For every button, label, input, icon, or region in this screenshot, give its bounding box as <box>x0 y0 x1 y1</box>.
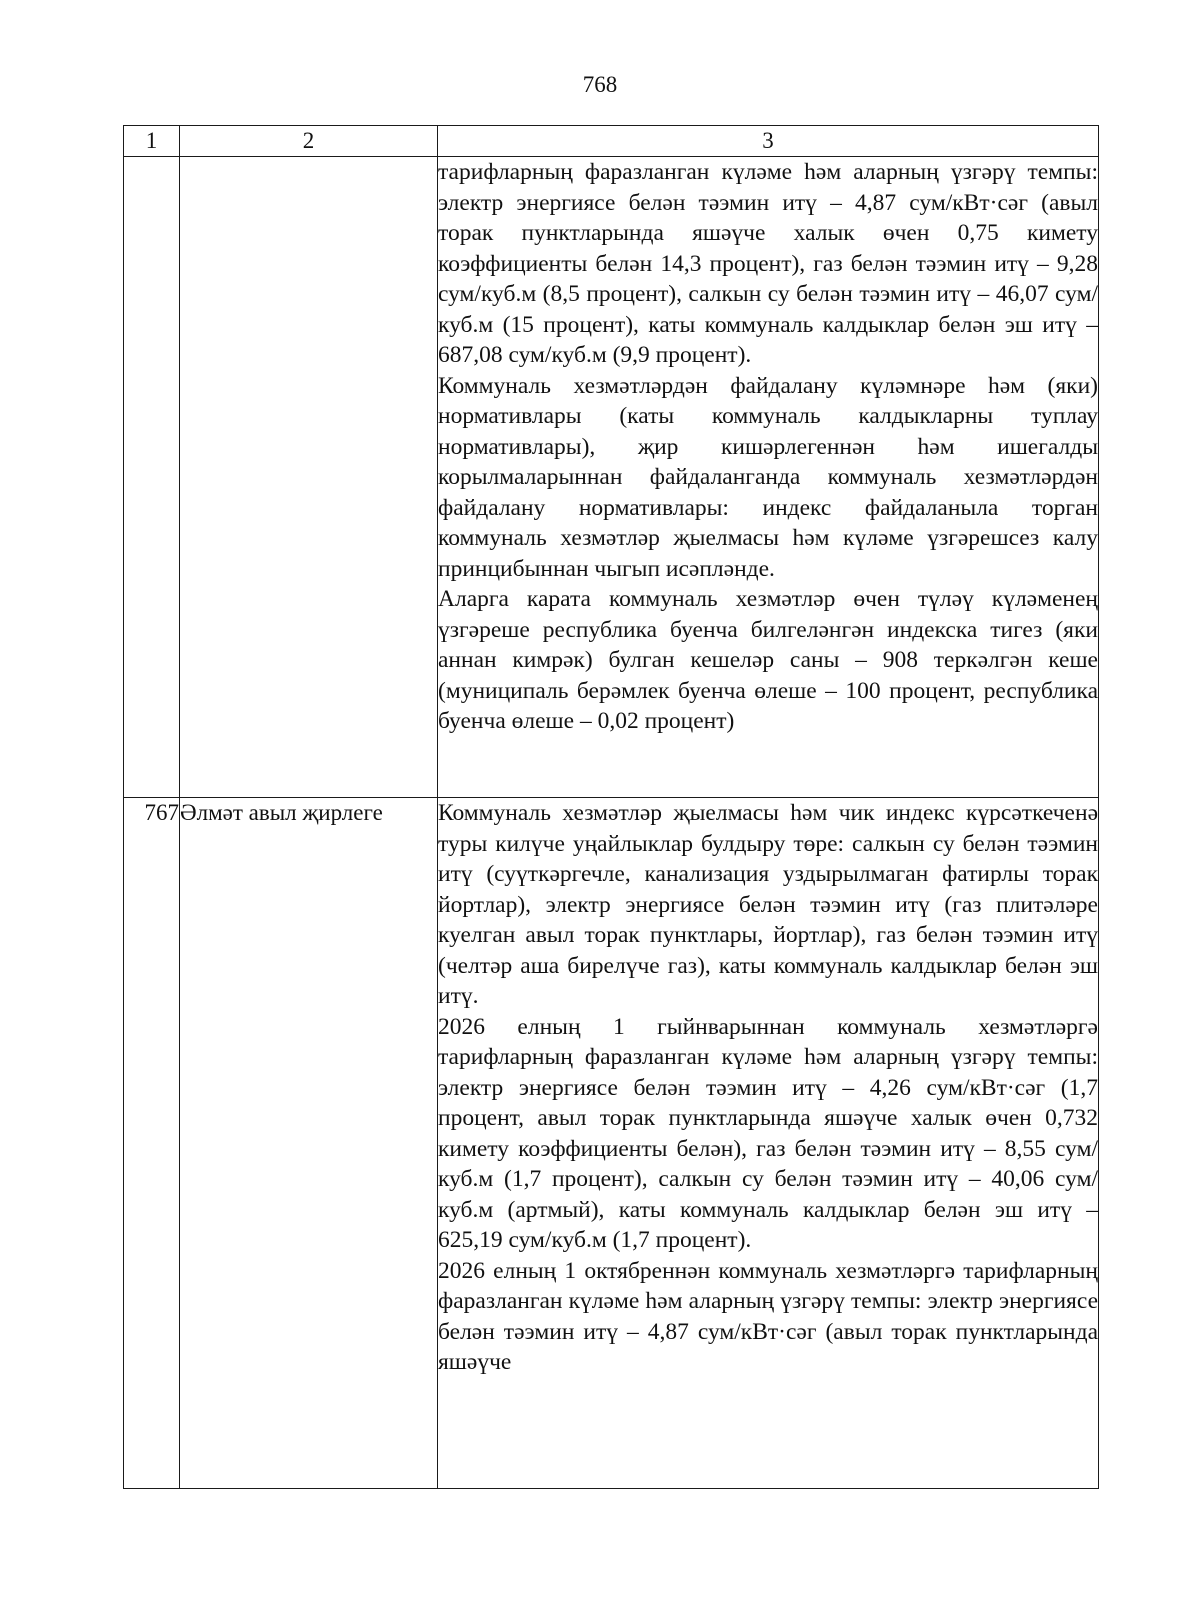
row-content <box>438 157 1099 798</box>
content-paragraph: 2026 елның 1 гыйнварыннан коммуналь хезмәтләргә тарифларның фаразланган күләме һәм аларның үзгәрү темпы: электр энергиясе белән тәэмин итү – 4,26 сум/кВт·сәг (1,7 процент, авыл торак пунктларында яшәүче халык өчен 0,732 кимету коэффициенты белән), газ белән тәэмин итү – 8,55 сум/куб.м (1,7 процент), салкын су белән тәэмин итү – 40,06 сум/куб.м (артмый), каты коммуналь калдыклар белән эш итү – 625,19 сум/куб.м (1,7 процент). <box>438 1013 1098 1253</box>
content-paragraph: тарифларның фаразланган күләме һәм аларның үзгәрү темпы: электр энергиясе белән тәэмин итү – 4,87 сум/кВт·сәг (авыл торак пунктларында яшәүче халык өчен 0,75 кимету коэффициенты белән 14,3 процент), газ белән тәэмин итү – 9,28 сум/куб.м (8,5 процент), салкын су белән тәэмин итү – 46,07 сум/куб.м (15 процент), каты коммуналь калдыклар белән эш итү – 687,08 сум/куб.м (9,9 процент). <box>438 159 1098 368</box>
content-paragraph: Аларга карата коммуналь хезмәтләр өчен түләү күләменең үзгәреше республика буенча билгеләнгән индекска тигез (яки аннан кимрәк) булган кешеләр саны – 908 теркәлгән кеше (муниципаль берәмлек буенча өлеше – 100 процент, республика буенча өлеше – 0,02 процент) <box>438 586 1098 734</box>
settlement-name <box>180 157 438 798</box>
page-number: 768 <box>582 72 618 97</box>
header-col-3: 3 <box>438 126 1099 157</box>
row-content <box>438 798 1099 1489</box>
settlement-name: Әлмәт авыл җирлеге <box>180 798 438 1489</box>
header-col-1: 1 <box>124 126 180 157</box>
header-col-2: 2 <box>180 126 438 157</box>
table-row <box>124 157 1099 798</box>
content-paragraph: Коммуналь хезмәтләр җыелмасы һәм чик индекс күрсәткеченә туры килүче уңайлыклар булдыру төре: салкын су белән тәэмин итү (суүткәргечле, канализация уздырылмаган фатирлы торак йортлар), электр энергиясе белән тәэмин итү (газ плитәләре куелган авыл торак пунктлары, йортлар), газ белән тәэмин итү (челтәр аша бирелүче газ), каты коммуналь калдыклар белән эш итү. <box>438 800 1098 1009</box>
document-table <box>123 125 1099 1489</box>
table-row <box>124 798 1099 1489</box>
content-paragraph: Коммуналь хезмәтләрдән файдалану күләмнәре һәм (яки) нормативлары (каты коммуналь калдыкларны туплау нормативлары), җир кишәрлегеннән һәм ишегалды корылмаларыннан файдаланганда коммуналь хезмәтләрдән файдалану нормативлары: индекс файдаланыла торган коммуналь хезмәтләр җыелмасы һәм күләме үзгәрешсез калу принцибыннан чыгып исәпләнде. <box>438 372 1098 582</box>
content-paragraph: 2026 елның 1 октябреннән коммуналь хезмәтләргә тарифларның фаразланган күләме һәм аларның үзгәрү темпы: электр энергиясе белән тәэмин итү – 4,87 сум/кВт·сәг (авыл торак пунктларында яшәүче <box>438 1257 1098 1375</box>
table-header-row <box>124 126 1099 157</box>
row-number: 767 <box>124 798 180 1489</box>
row-number <box>124 157 180 798</box>
